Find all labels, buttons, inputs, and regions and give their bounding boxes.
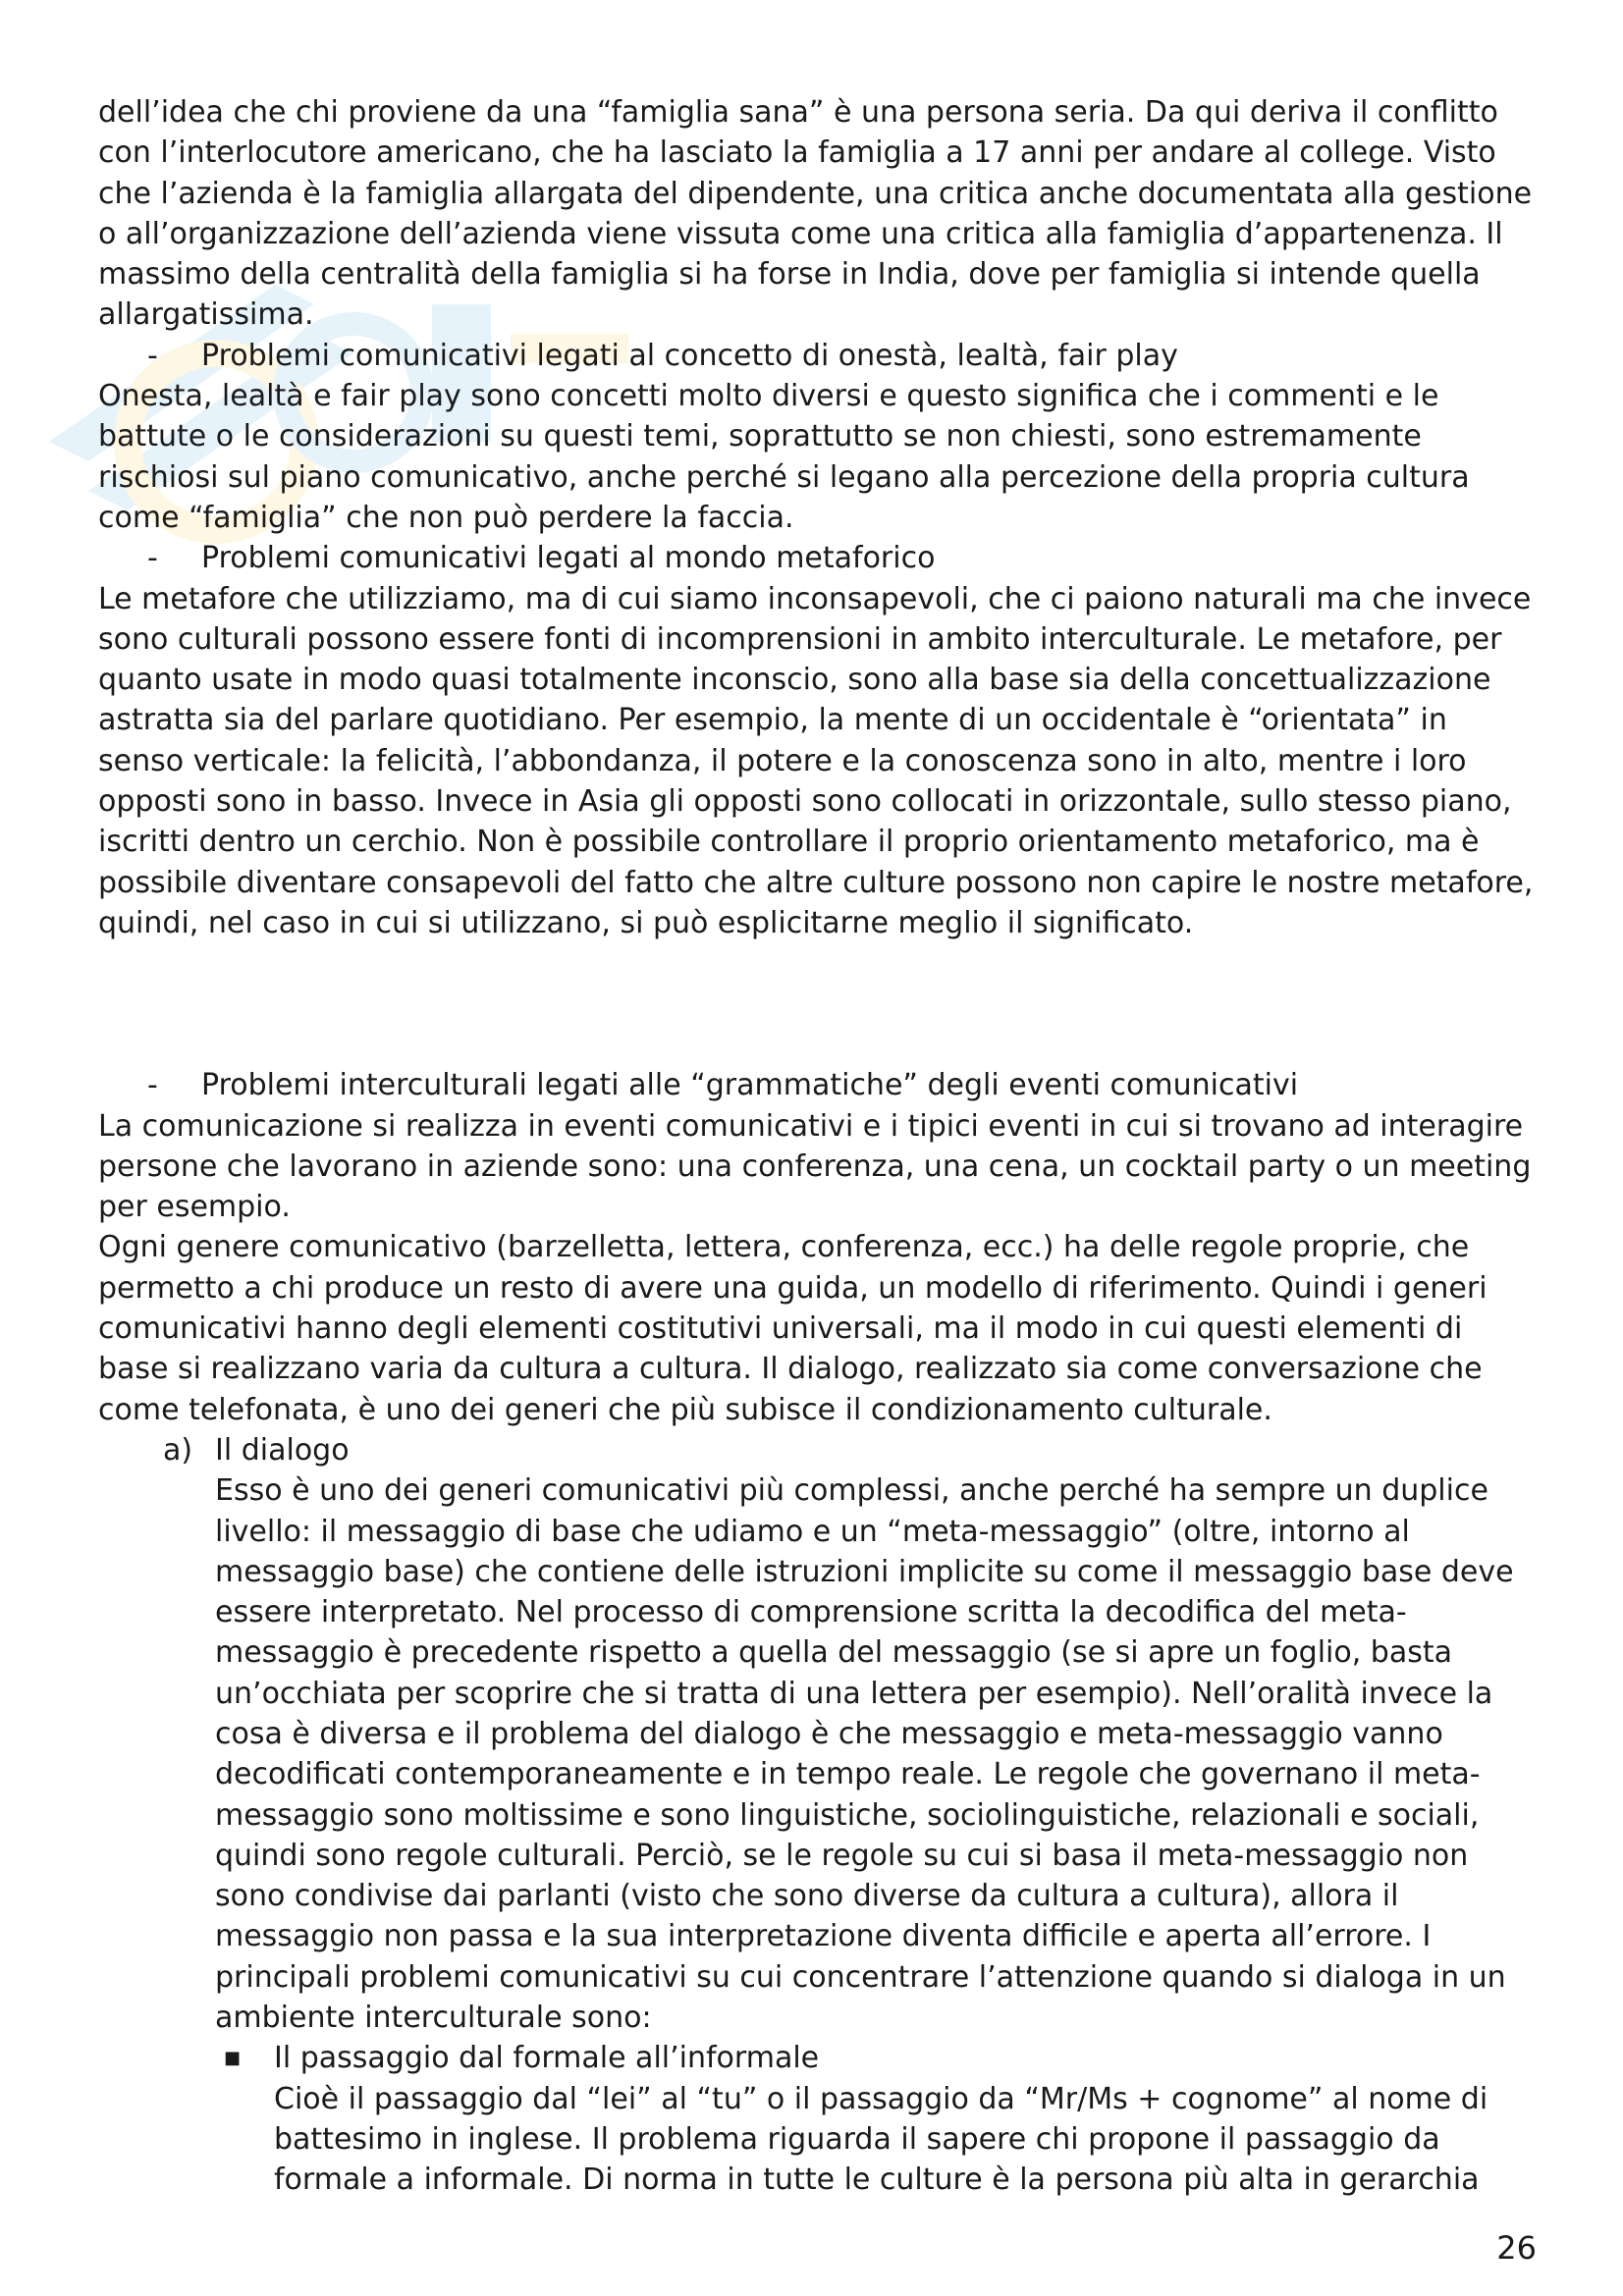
dash-marker: - — [147, 1068, 158, 1103]
page-number: 26 — [1496, 2229, 1537, 2267]
heading-text: Problemi comunicativi legati al concetto di onestà, lealtà, fair play — [201, 338, 1178, 373]
subsection-heading-dialogue — [98, 1430, 1542, 1470]
alpha-marker: a) — [163, 1432, 193, 1468]
heading-text: Il dialogo — [215, 1432, 350, 1468]
dash-marker: - — [147, 541, 158, 576]
paragraph: dell’idea che chi proviene da una “famiglia sana” è una persona seria. Da qui deriva il conflitto con l’interlocutore americano, che ha lasciato la famiglia a 17 anni per andare al college. Visto che l’azienda è la famiglia allargata del dipendente, una critica anche documentata alla gestione o all’organizzazione dell’azienda viene vissuta come una critica alla famiglia d’appartenenza. Il massimo della centralità della famiglia si ha forse in India, dove per famiglia si intende quella allargatissima. — [98, 95, 1533, 333]
heading-text: Problemi interculturali legati alle “grammatiche” degli eventi comunicativi — [201, 1068, 1299, 1103]
section-heading-honesty — [98, 336, 1542, 376]
paragraph: Onesta, lealtà e fair play sono concetti molto diversi e questo significa che i commenti e le battute o le considerazioni su questi temi, soprattutto se non chiesti, sono estremamente rischiosi sul piano comunicativo, anche perché si legano alla percezione della propria cultura come “famiglia” che non può perdere la faccia. — [98, 379, 1470, 535]
heading-text: Il passaggio dal formale all’informale — [274, 2041, 820, 2076]
document-body — [98, 92, 1542, 2201]
paragraph: Le metafore che utilizziamo, ma di cui siamo inconsapevoli, che ci paiono naturali ma che invece sono culturali possono essere fonti di incomprensioni in ambito interculturale. Le metafore, per quanto usate in modo quasi totalmente inconscio, sono alla base sia della concettualizzazione astratta sia del parlare quotidiano. Per esempio, la mente di un occidentale è “orientata” in senso verticale: la felicità, l’abbondanza, il potere e la conoscenza sono in alto, mentre i loro opposti sono in basso. Invece in Asia gli opposti sono collocati in orizzontale, sullo stesso piano, iscritti dentro un cerchio. Non è possibile controllare il proprio orientamento metaforico, ma è possibile diventare consapevoli del fatto che altre culture possono non capire le nostre metafore, quindi, nel caso in cui si utilizzano, si può esplicitarne meglio il significato. — [98, 581, 1534, 940]
bullet-heading-formal-informal — [98, 2038, 1542, 2078]
section-heading-grammar — [98, 1065, 1542, 1105]
paragraph: La comunicazione si realizza in eventi comunicativi e i tipici eventi in cui si trovano ad interagire persone che lavorano in aziende sono: una conferenza, una cena, un cocktail party o un meeting per esempio. — [98, 1108, 1532, 1225]
spacer — [98, 943, 1542, 1065]
heading-text: Problemi comunicativi legati al mondo metaforico — [201, 541, 936, 576]
dash-marker: - — [147, 338, 158, 373]
bullet-square-icon: ■ — [224, 2048, 242, 2069]
paragraph: Cioè il passaggio dal “lei” al “tu” o il passaggio da “Mr/Ms + cognome” al nome di battesimo in inglese. Il problema riguarda il sapere chi propone il passaggio da formale a informale. Di norma in tutte le culture è la persona più alta in gerarchia — [274, 2081, 1488, 2198]
section-heading-metaphor — [98, 538, 1542, 578]
paragraph: Ogni genere comunicativo (barzelletta, lettera, conferenza, ecc.) ha delle regole proprie, che permetto a chi produce un resto di avere una guida, un modello di riferimento. Quindi i generi comunicativi hanno degli elementi costitutivi universali, ma il modo in cui questi elementi di base si realizzano varia da cultura a cultura. Il dialogo, realizzato sia come conversazione che come telefonata, è uno dei generi che più subisce il condizionamento culturale. — [98, 1230, 1488, 1427]
paragraph: Esso è uno dei generi comunicativi più complessi, anche perché ha sempre un duplice livello: il messaggio di base che udiamo e un “meta-messaggio” (oltre, intorno al messaggio base) che contiene delle istruzioni implicite su come il messaggio base deve essere interpretato. Nel processo di comprensione scritta la decodifica del meta-messaggio è precedente rispetto a quella del messaggio (se si apre un foglio, basta un’occhiata per scoprire che si tratta di una lettera per esempio). Nell’oralità invece la cosa è diversa e il problema del dialogo è che messaggio e meta-messaggio vanno decodificati contemporaneamente e in tempo reale. Le regole che governano il meta-messaggio sono moltissime e sono linguistiche, sociolinguistiche, relazionali e sociali, quindi sono regole culturali. Perciò, se le regole su cui si basa il meta-messaggio non sono condivise dai parlanti (visto che sono diverse da cultura a cultura), allora il messaggio non passa e la sua interpretazione diventa difficile e aperta all’errore. I principali problemi comunicativi su cui concentrare l’attenzione quando si dialoga in un ambiente interculturale sono: — [215, 1473, 1514, 2036]
